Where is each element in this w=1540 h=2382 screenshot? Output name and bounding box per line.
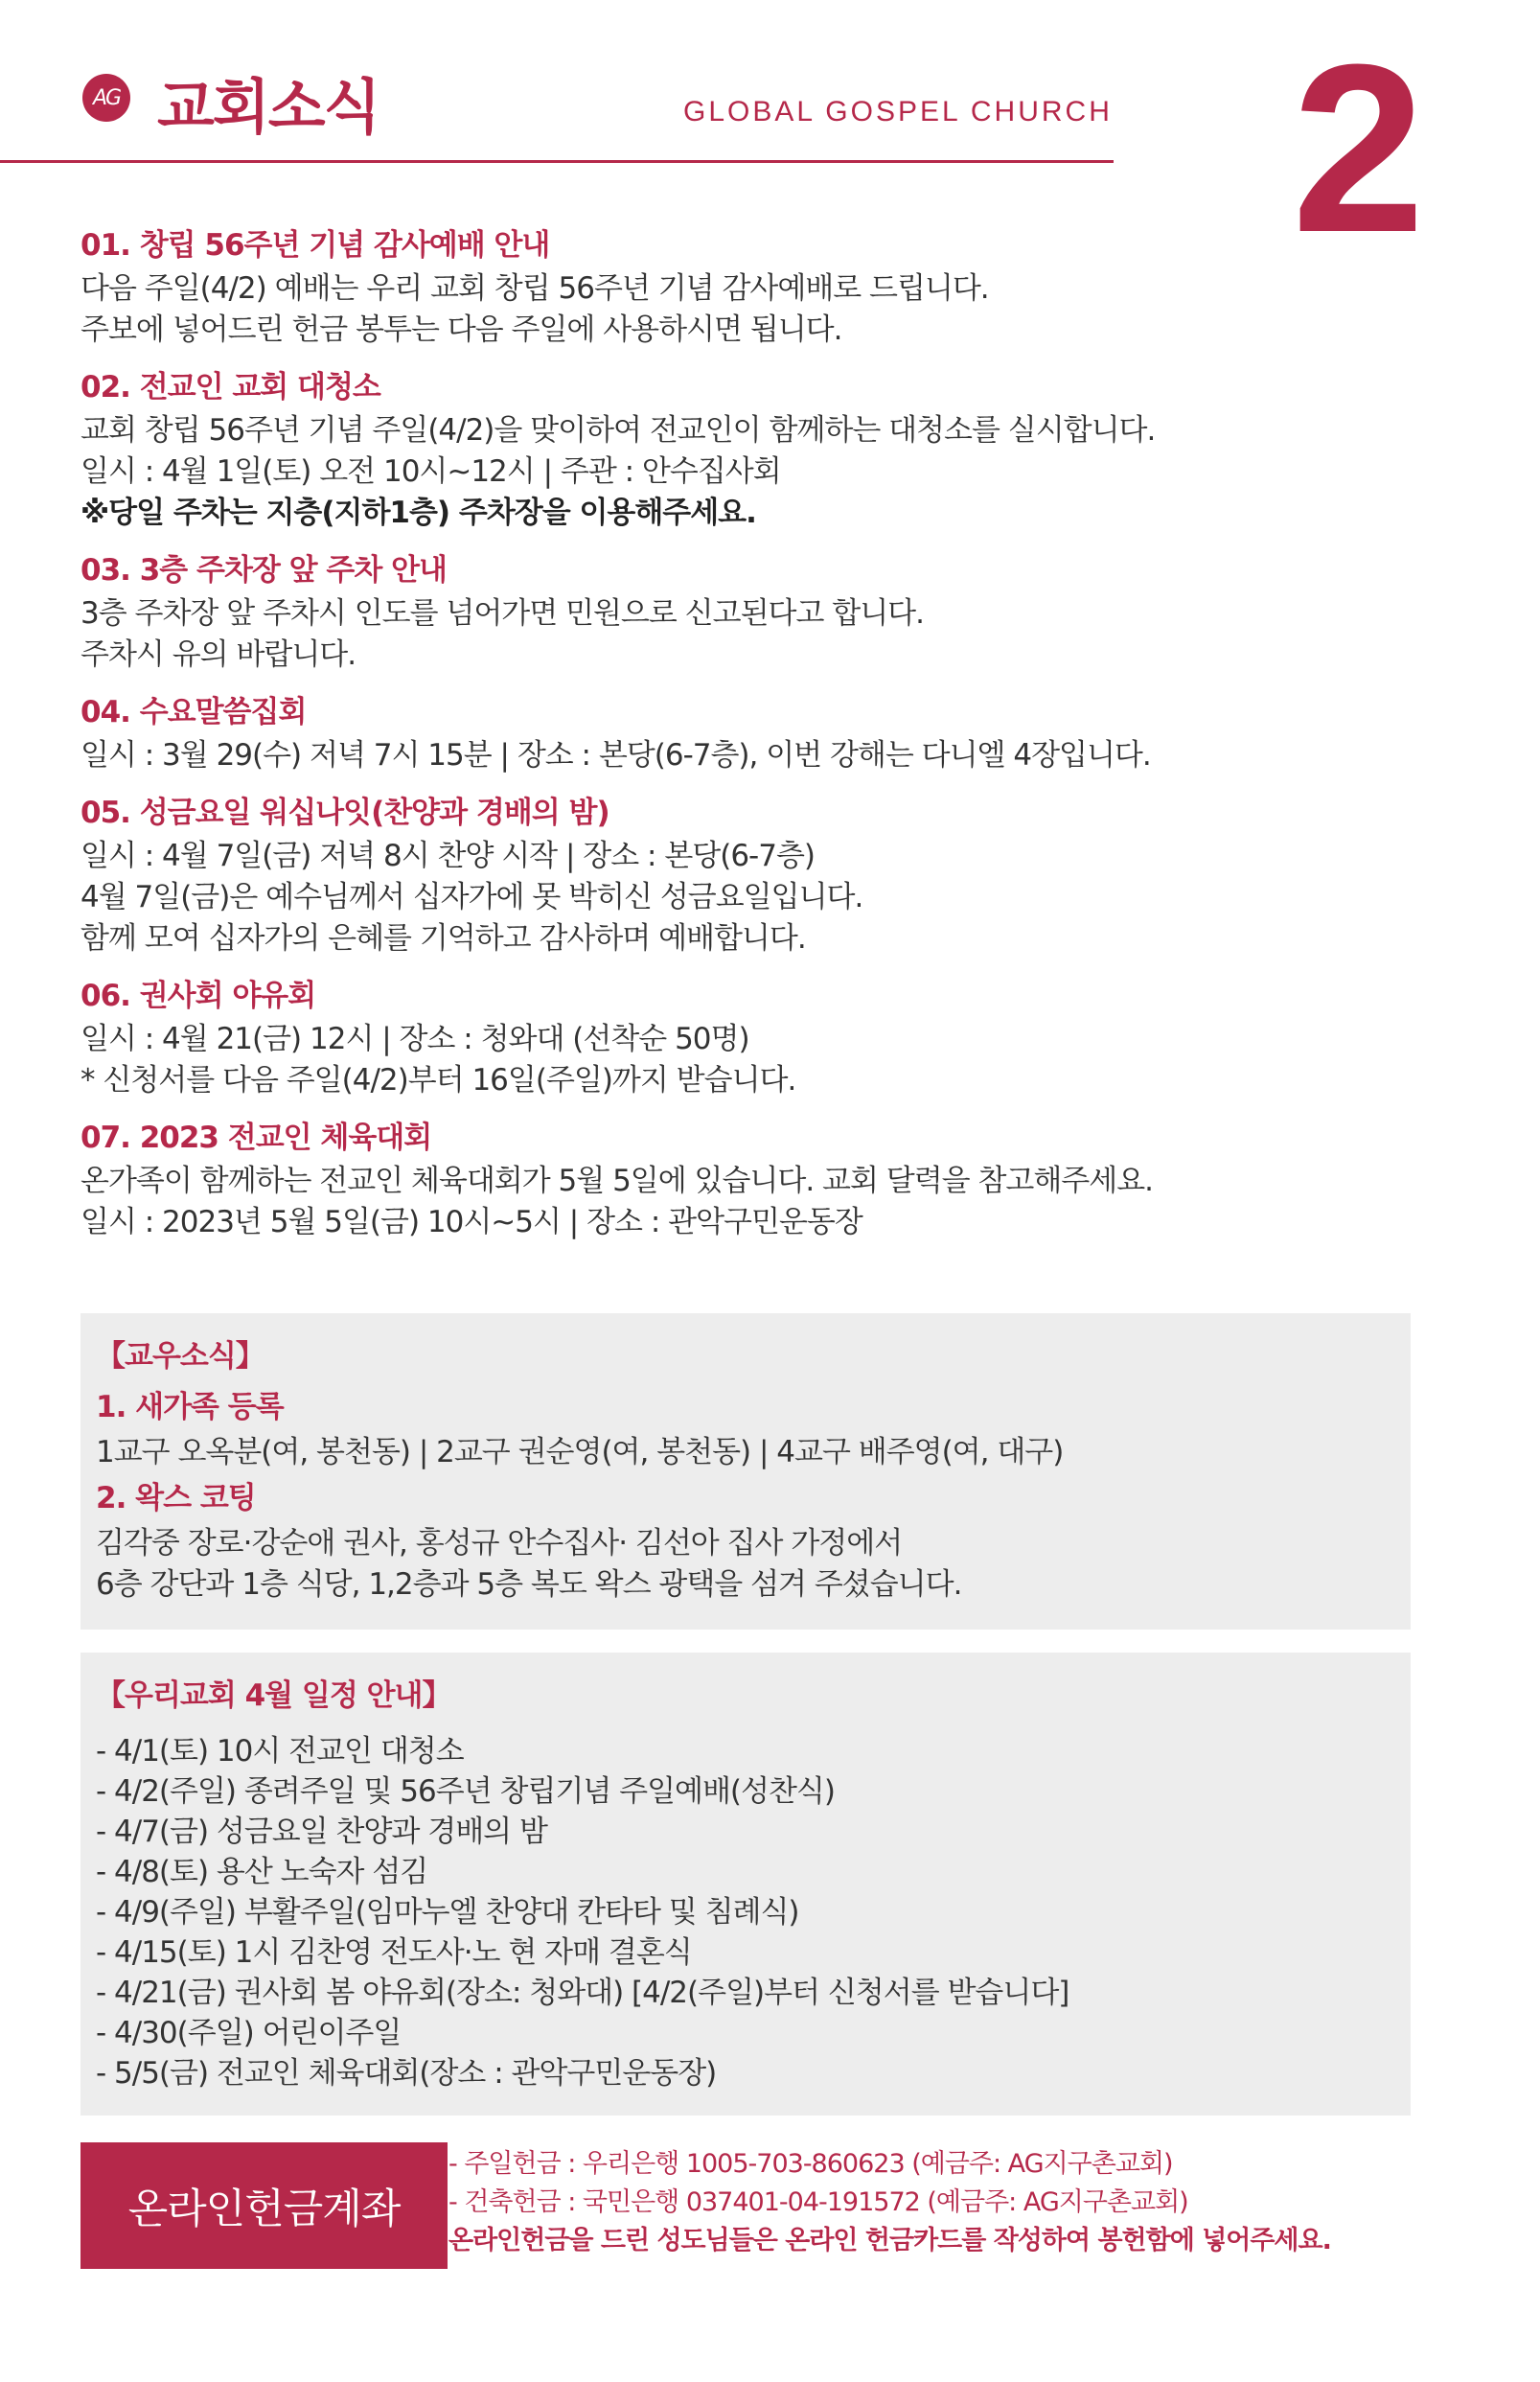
member-news-box [80, 1313, 1411, 1630]
header-divider [0, 160, 1114, 163]
schedule-item: - 4/9(주일) 부활주일(임마누엘 찬양대 칸타타 및 침례식) [96, 1895, 799, 1930]
notice-line: 교회 창립 56주년 기념 주일(4/2)을 맞이하여 전교인이 함께하는 대청소를 실시합니다. [80, 413, 1156, 448]
member-news-line: 김각중 장로·강순애 권사, 홍성규 안수집사· 김선아 집사 가정에서 [96, 1526, 903, 1561]
notice-item [80, 790, 1441, 960]
notice-line: 4월 7일(금)은 예수님께서 십자가에 못 박히신 성금요일입니다. [80, 880, 863, 914]
schedule-item: - 4/21(금) 권사회 봄 야유회(장소: 청와대) [4/2(주일)부터 신청서를 받습니다] [96, 1976, 1069, 2010]
notice-title: 02. 전교인 교회 대청소 [80, 370, 380, 405]
offering-account-line: - 건축헌금 : 국민은행 037401-04-191572 (예금주: AG지구촌교회) [448, 2187, 1188, 2217]
notice-item [80, 689, 1441, 776]
notice-line: 3층 주차장 앞 주차시 인도를 넘어가면 민원으로 신고된다고 합니다. [80, 596, 924, 631]
notice-title: 03. 3층 주차장 앞 주차 안내 [80, 553, 447, 588]
notice-line: 주보에 넣어드린 헌금 봉투는 다음 주일에 사용하시면 됩니다. [80, 312, 842, 347]
member-news-line: 1교구 오옥분(여, 봉천동) | 2교구 권순영(여, 봉천동) | 4교구 배주영(여, 대구) [96, 1435, 1064, 1469]
notice-item [80, 547, 1441, 676]
online-offering-details [448, 2145, 1503, 2260]
april-schedule-box [80, 1653, 1411, 2116]
offering-note: 온라인헌금을 드린 성도님들은 온라인 헌금카드를 작성하여 봉헌함에 넣어주세요. [448, 2226, 1331, 2255]
member-news-title: 【교우소식】 [96, 1339, 264, 1374]
notice-line: 주차시 유의 바랍니다. [80, 637, 356, 672]
church-name: GLOBAL GOSPEL CHURCH [683, 96, 1113, 127]
notice-line: * 신청서를 다음 주일(4/2)부터 16일(주일)까지 받습니다. [80, 1063, 796, 1098]
online-offering-badge: 온라인헌금계좌 [80, 2142, 448, 2269]
page-number: 2 [1292, 14, 1426, 282]
schedule-item: - 5/5(금) 전교인 체육대회(장소 : 관악구민운동장) [96, 2056, 717, 2091]
notice-item [80, 222, 1441, 351]
notice-line: 다음 주일(4/2) 예배는 우리 교회 창립 56주년 기념 감사예배로 드립니다. [80, 271, 989, 306]
notices-list [80, 222, 1441, 1257]
church-logo: AG [82, 74, 130, 122]
member-news-section-title: 2. 왁스 코팅 [96, 1481, 256, 1515]
notice-line: 일시 : 4월 21(금) 12시 | 장소 : 청와대 (선착순 50명) [80, 1022, 749, 1056]
offering-account-line: - 주일헌금 : 우리은행 1005-703-860623 (예금주: AG지구촌교회) [448, 2149, 1173, 2179]
notice-title: 05. 성금요일 워십나잇(찬양과 경배의 밤) [80, 796, 609, 830]
schedule-item: - 4/8(토) 용산 노숙자 섬김 [96, 1855, 428, 1889]
notice-title: 07. 2023 전교인 체육대회 [80, 1121, 432, 1155]
notice-item [80, 364, 1441, 534]
schedule-title: 【우리교회 4월 일정 안내】 [96, 1678, 451, 1713]
schedule-list [96, 1731, 1395, 2093]
notice-item [80, 973, 1441, 1101]
notice-line: 일시 : 2023년 5월 5일(금) 10시~5시 | 장소 : 관악구민운동장 [80, 1205, 862, 1239]
notice-line: 온가족이 함께하는 전교인 체육대회가 5월 5일에 있습니다. 교회 달력을 참고해주세요. [80, 1164, 1154, 1198]
schedule-item: - 4/15(토) 1시 김찬영 전도사·노 현 자매 결혼식 [96, 1935, 692, 1970]
notice-title: 06. 권사회 야유회 [80, 979, 316, 1013]
schedule-item: - 4/7(금) 성금요일 찬양과 경배의 밤 [96, 1815, 547, 1849]
member-news-section-title: 1. 새가족 등록 [96, 1390, 284, 1424]
notice-item [80, 1115, 1441, 1243]
notice-line: 일시 : 3월 29(수) 저녁 7시 15분 | 장소 : 본당(6-7층), 이번 강해는 다니엘 4장입니다. [80, 738, 1151, 773]
notice-line: 함께 모여 십자가의 은혜를 기억하고 감사하며 예배합니다. [80, 921, 806, 956]
notice-line: 일시 : 4월 7일(금) 저녁 8시 찬양 시작 | 장소 : 본당(6-7층) [80, 839, 815, 873]
notice-line: 일시 : 4월 1일(토) 오전 10시~12시 | 주관 : 안수집사회 [80, 454, 781, 489]
schedule-item: - 4/1(토) 10시 전교인 대청소 [96, 1734, 464, 1769]
notice-title: 04. 수요말씀집회 [80, 695, 307, 729]
schedule-item: - 4/2(주일) 종려주일 및 56주년 창립기념 주일예배(성찬식) [96, 1774, 835, 1809]
member-news-line: 6층 강단과 1층 식당, 1,2층과 5층 복도 왁스 광택을 섬겨 주셨습니다. [96, 1567, 962, 1602]
schedule-item: - 4/30(주일) 어린이주일 [96, 2016, 402, 2050]
page-title: 교회소식 [157, 72, 379, 142]
parking-warning: ※당일 주차는 지층(지하1층) 주차장을 이용해주세요. [80, 496, 756, 530]
notice-title: 01. 창립 56주년 기념 감사예배 안내 [80, 228, 550, 263]
